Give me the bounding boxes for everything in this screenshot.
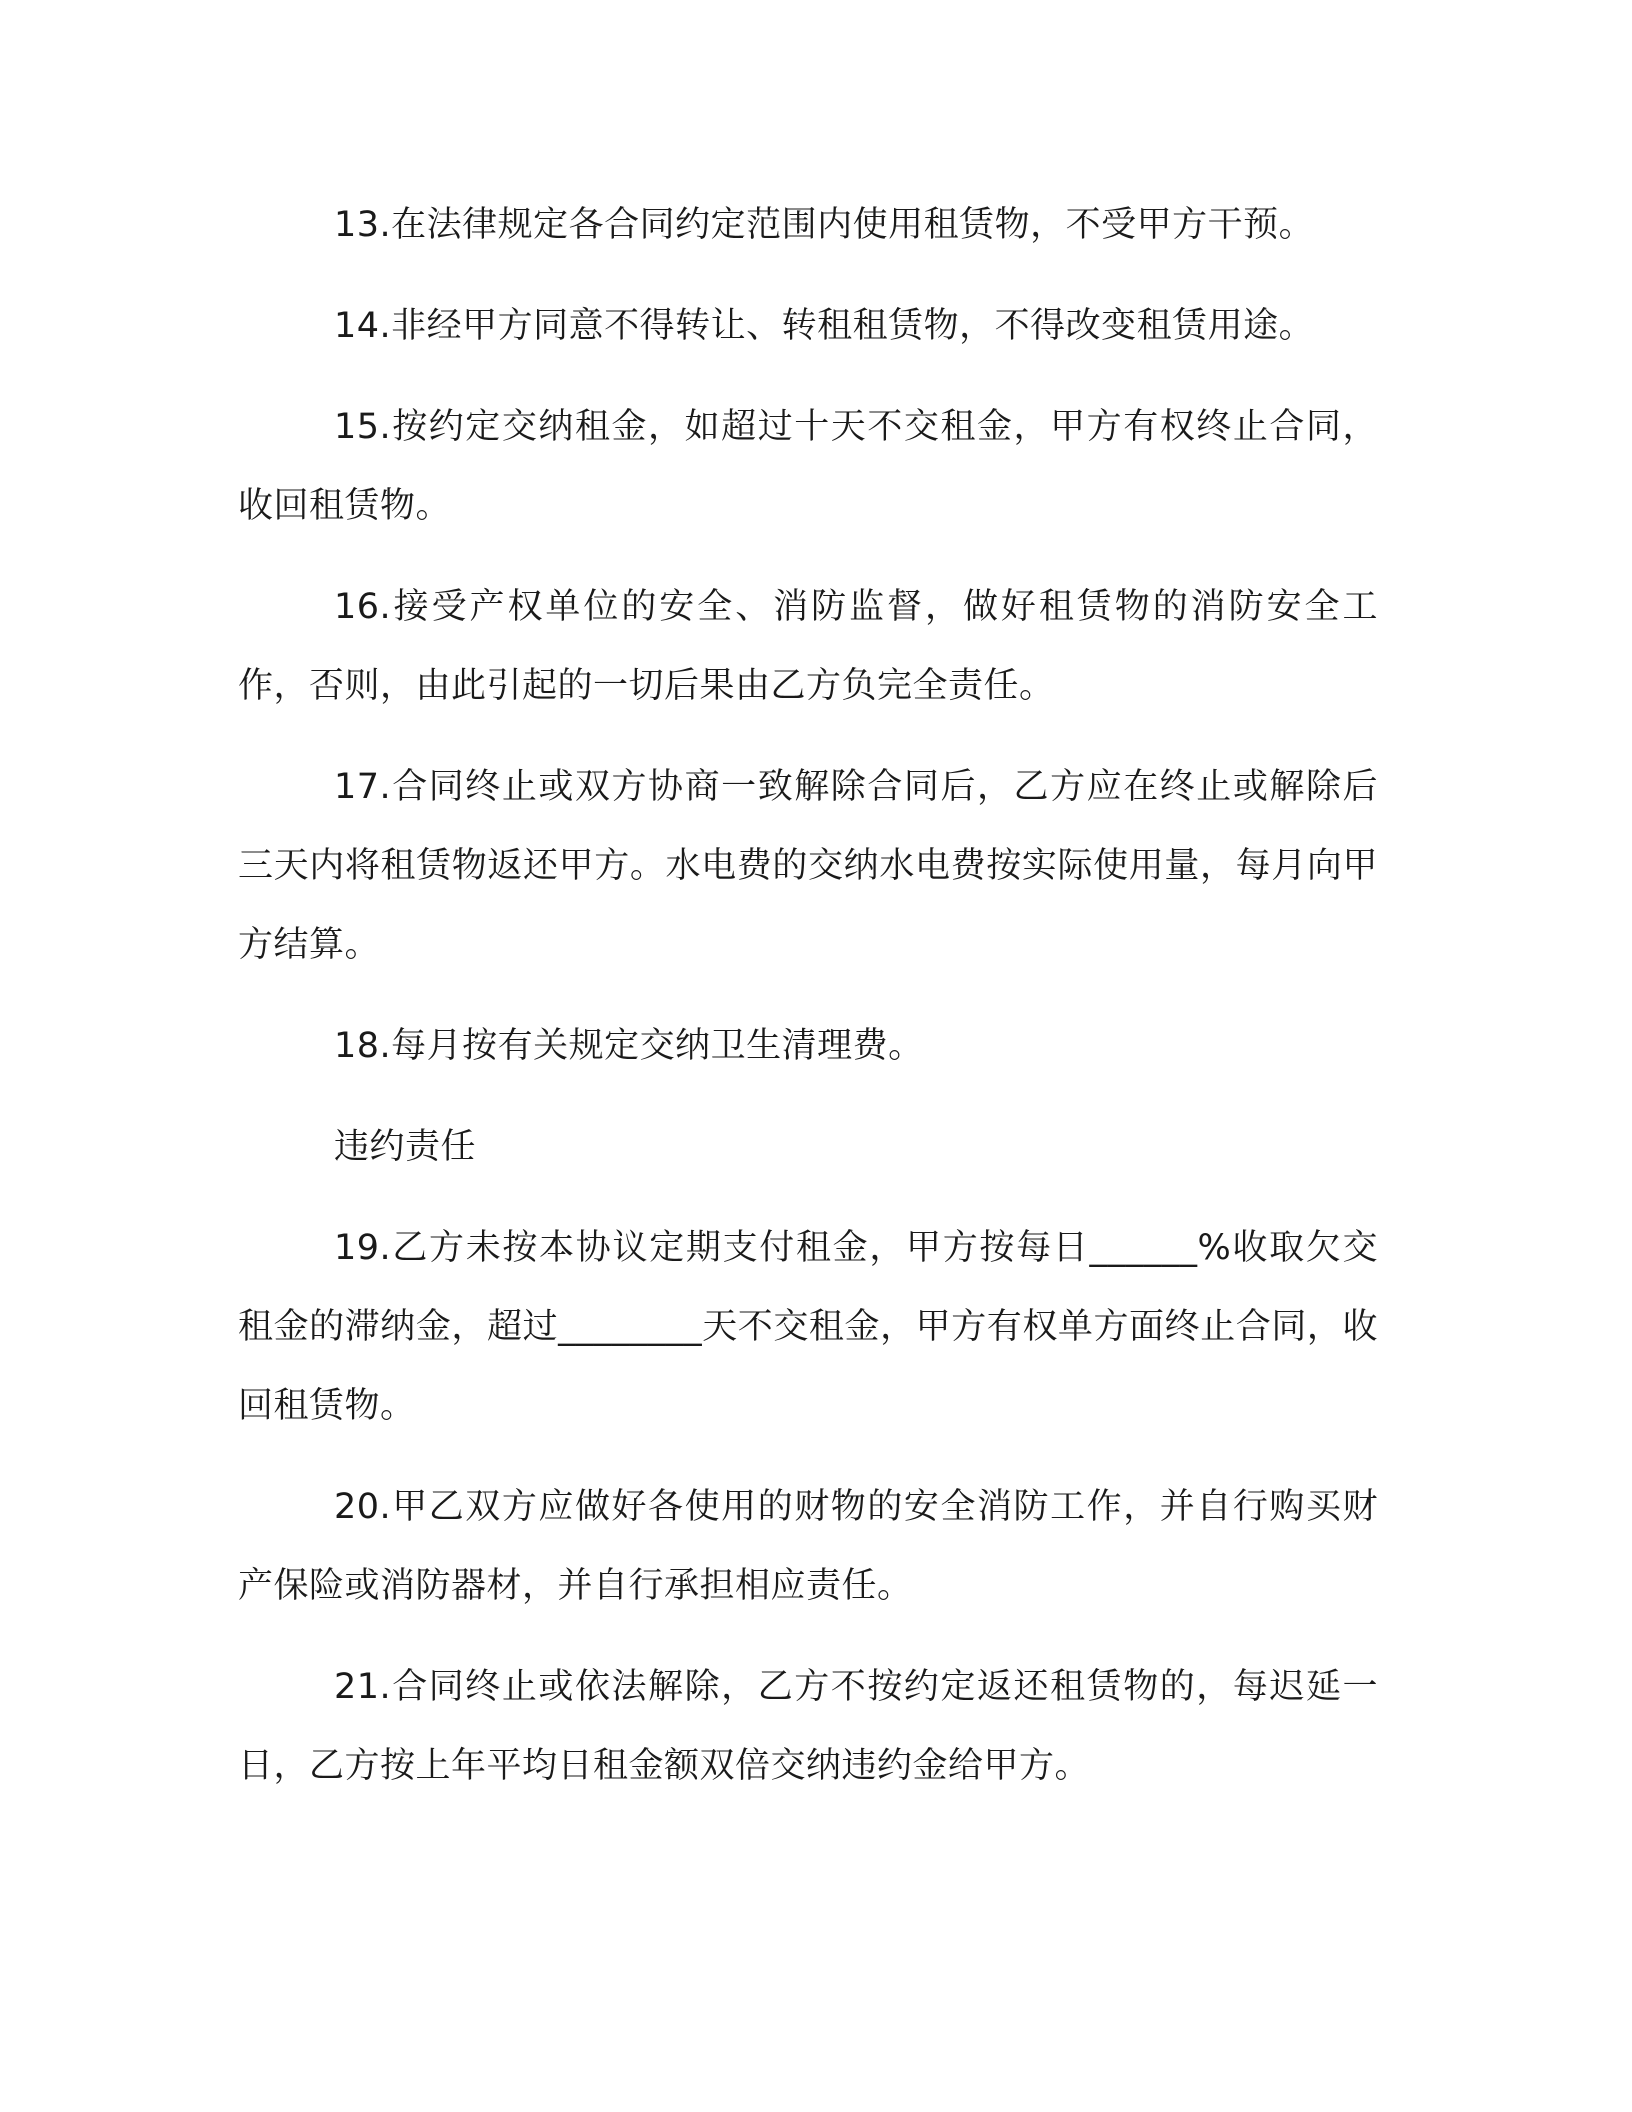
document-body [238,186,1378,1828]
clause-17: 17.合同终止或双方协商一致解除合同后，乙方应在终止或解除后三天内将租赁物返还甲方。水电费的交纳水电费按实际使用量，每月向甲方结算。 [238,767,1378,965]
clause-15: 15.按约定交纳租金，如超过十天不交租金，甲方有权终止合同，收回租赁物。 [238,407,1378,526]
clause-13: 13.在法律规定各合同约定范围内使用租赁物，不受甲方干预。 [334,205,1315,245]
clause-20: 20.甲乙双方应做好各使用的财物的安全消防工作，并自行购买财产保险或消防器材，并自行承担相应责任。 [238,1487,1378,1606]
clause-19: 19.乙方未按本协议定期支付租金，甲方按每日______%收取欠交租金的滞纳金，超过________天不交租金，甲方有权单方面终止合同，收回租赁物。 [238,1228,1378,1426]
clause-21: 21.合同终止或依法解除，乙方不按约定返还租赁物的，每迟延一日，乙方按上年平均日租金额双倍交纳违约金给甲方。 [238,1667,1378,1786]
section-heading-breach-liability: 违约责任 [334,1127,477,1167]
clause-14: 14.非经甲方同意不得转让、转租租赁物，不得改变租赁用途。 [334,306,1315,346]
clause-16: 16.接受产权单位的安全、消防监督，做好租赁物的消防安全工作，否则，由此引起的一切后果由乙方负完全责任。 [238,587,1378,706]
clause-18: 18.每月按有关规定交纳卫生清理费。 [334,1026,924,1066]
